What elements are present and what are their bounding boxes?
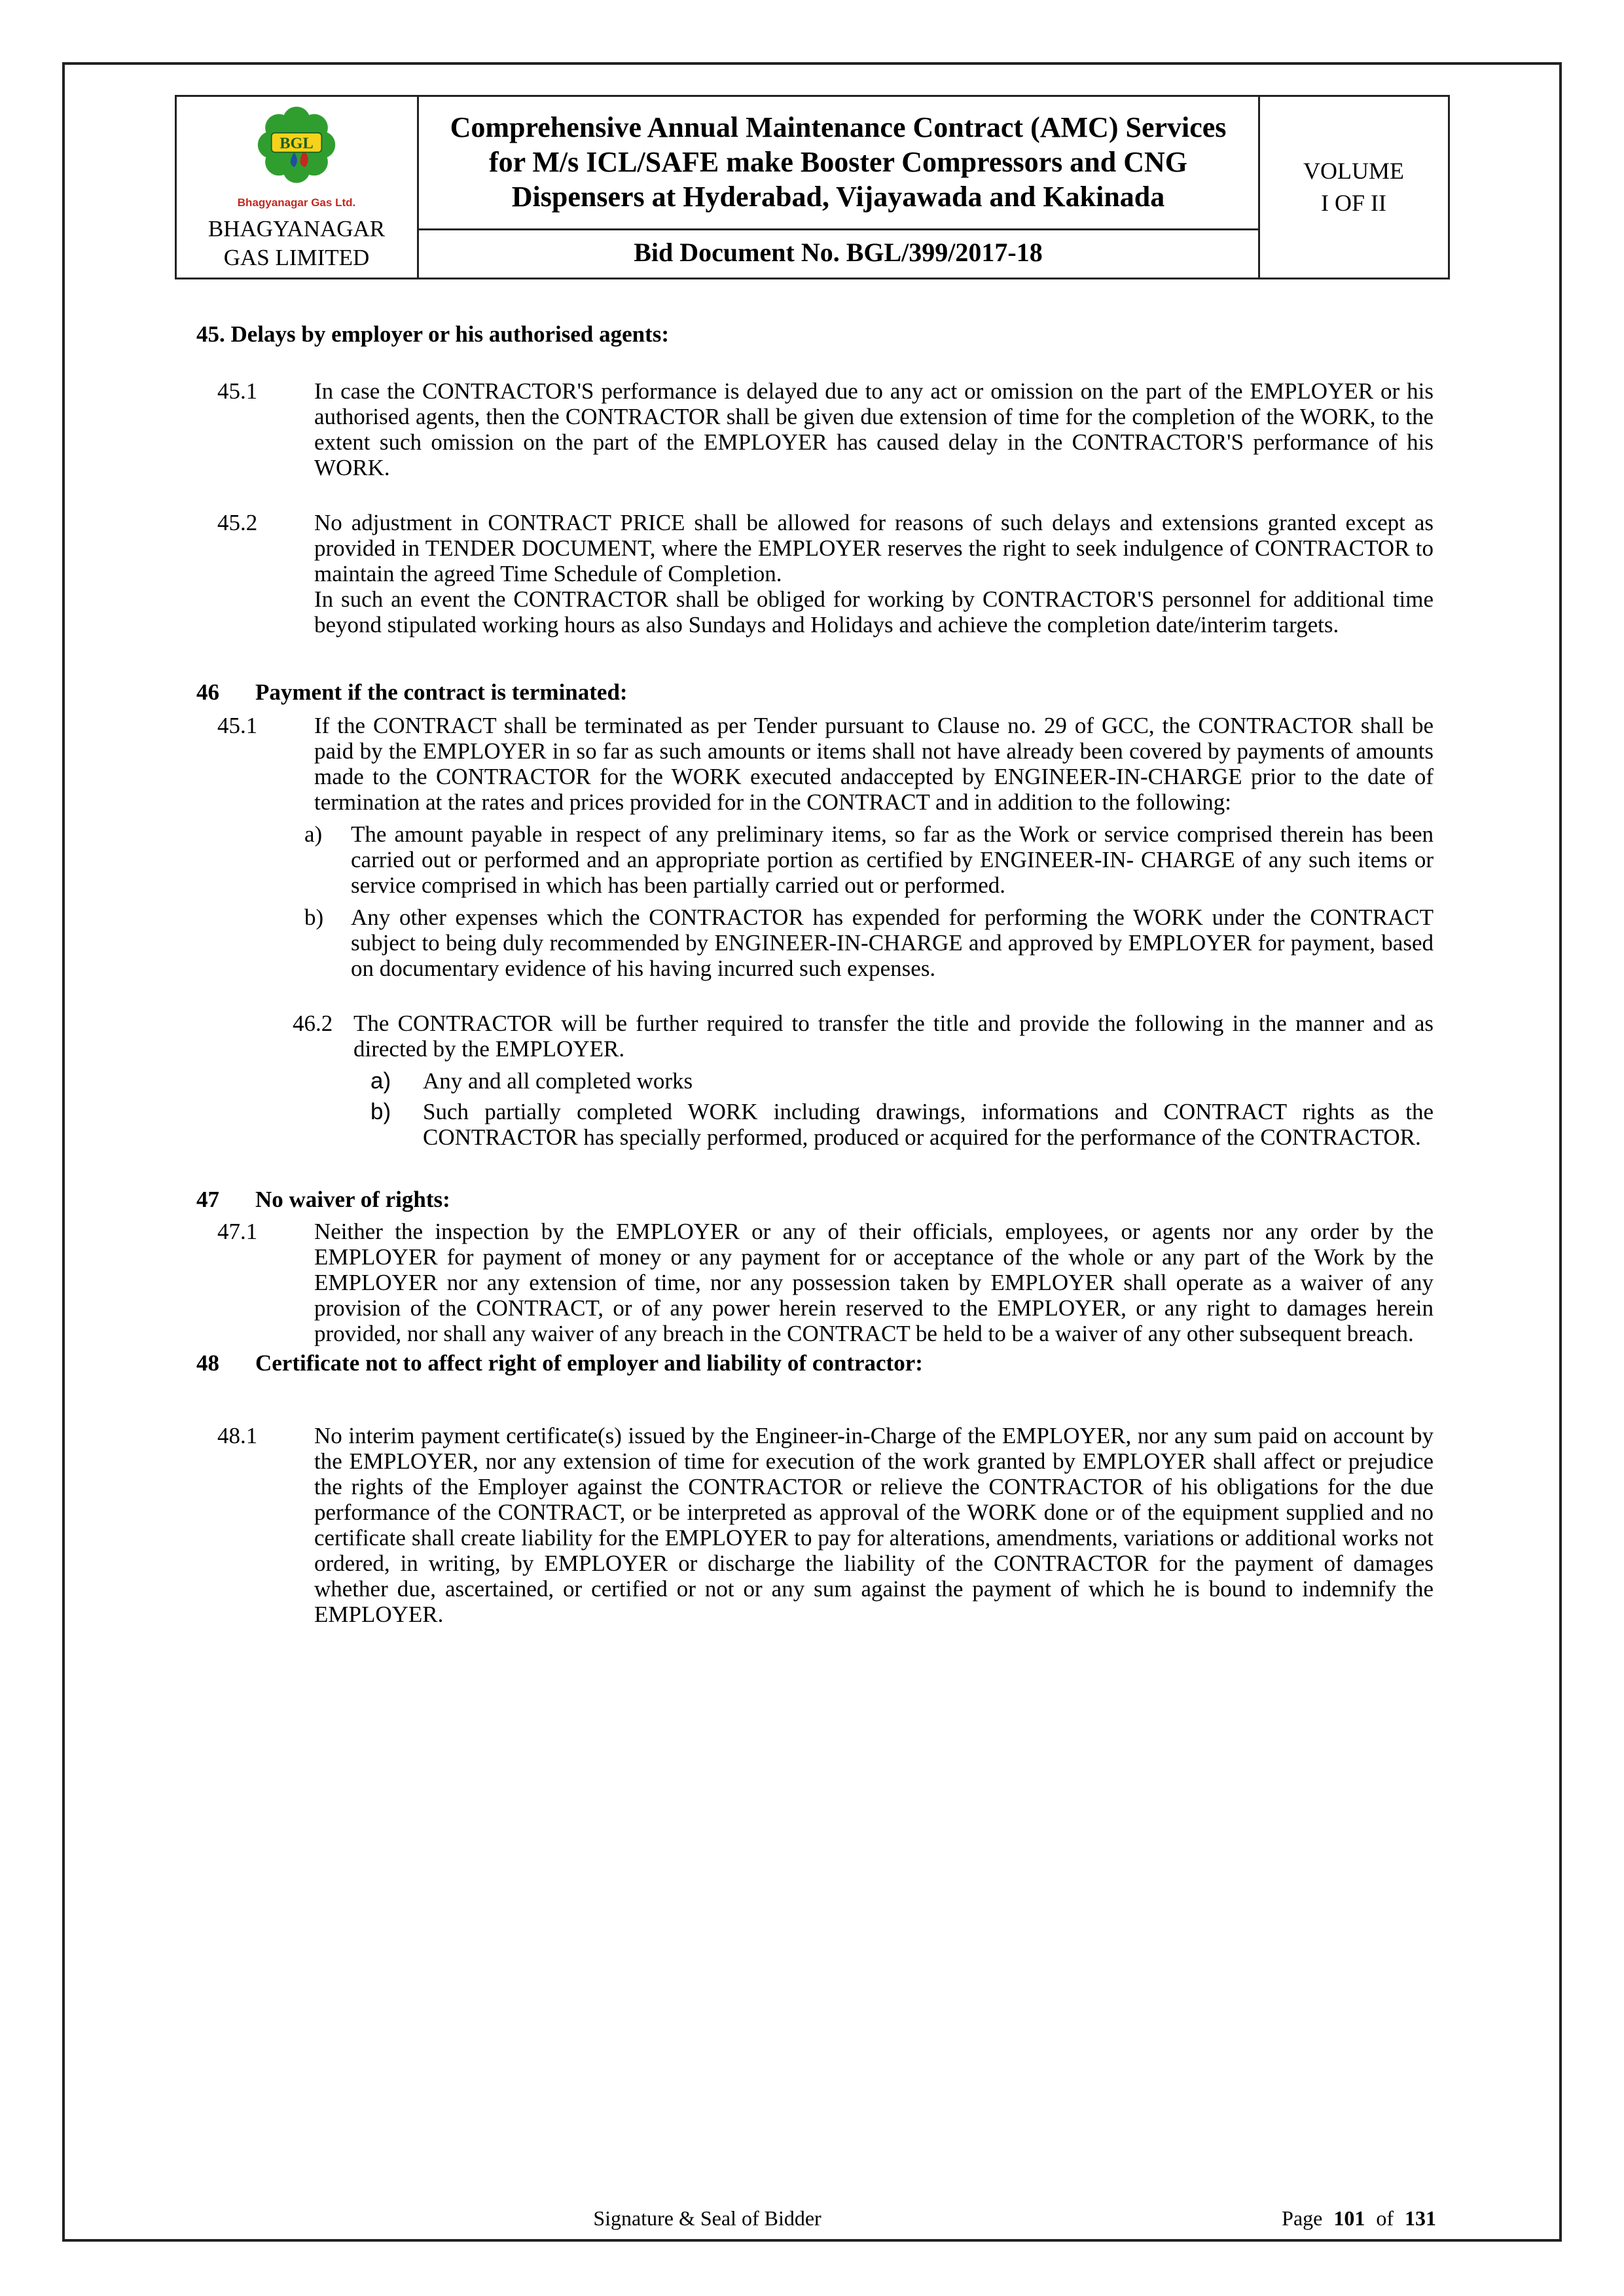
list-marker: b) <box>304 904 324 930</box>
page-of-word: of <box>1376 2206 1394 2230</box>
page-footer <box>65 2206 1559 2235</box>
section-title: No waiver of rights: <box>255 1186 450 1212</box>
page-word: Page <box>1282 2206 1323 2230</box>
company-name-line2: GAS LIMITED <box>223 244 370 270</box>
section-48-heading <box>196 1350 1434 1376</box>
list-marker: a) <box>304 821 323 847</box>
section-title: Certificate not to affect right of employer and liability of contractor: <box>255 1350 923 1376</box>
clause-number: 45.1 <box>217 378 258 404</box>
clause-number: 48.1 <box>217 1422 258 1448</box>
header-title-cell <box>418 96 1259 230</box>
clause-paragraph-1: No adjustment in CONTRACT PRICE shall be allowed for reasons of such delays and extensions granted except as provided in TENDER DOCUMENT, where the EMPLOYER reserves the right to seek indulgence of CONTRACTOR to maintain the agreed Time Schedule of Completion. <box>314 509 1434 586</box>
list-item-a <box>370 1068 1434 1094</box>
section-number: 48 <box>196 1350 219 1376</box>
list-item-a <box>304 821 1434 898</box>
clause-number: 45.1 <box>217 712 258 738</box>
clause-46-intro <box>196 713 1434 815</box>
document-page <box>62 62 1562 2242</box>
list-marker: a) <box>370 1067 391 1094</box>
clause-number: 47.1 <box>217 1218 258 1244</box>
document-title: Comprehensive Annual Maintenance Contract (AMC) Services for M/s ICL/SAFE make Booster Compressors and CNG Dispensers at Hyderabad, Vijayawada and Kakinada <box>450 111 1227 213</box>
page-number <box>1282 2206 1436 2231</box>
list-item-text: The amount payable in respect of any preliminary items, so far as the Work or service comprised therein has been carried out or performed and an appropriate portion as certified by ENGINEER-IN- CHARGE of any such items or service comprised in which has been partially carried out or performed. <box>351 821 1434 898</box>
bid-document-number-cell <box>418 230 1259 278</box>
section-45-heading: 45. Delays by employer or his authorised agents: <box>196 321 670 347</box>
clause-46-2 <box>293 1011 1434 1062</box>
bid-document-number: Bid Document No. BGL/399/2017-18 <box>634 238 1043 268</box>
section-number: 46 <box>196 679 219 705</box>
clause-47-1 <box>196 1219 1434 1346</box>
logo-acronym: BGL <box>280 134 314 152</box>
volume-line2: I OF II <box>1321 189 1386 216</box>
logo-caption: Bhagyanagar Gas Ltd. <box>237 196 356 209</box>
clause-text: Neither the inspection by the EMPLOYER or any of their officials, employees, or agents nor any order by the EMPLOYER for payment of money or any payment for or acceptance of the whole or any part of the Work by the EMPLOYER nor any extension of time, nor any possession taken by EMPLOYER shall operate as a waiver of any provision of the CONTRACT, or of any power herein reserved to the EMPLOYER, or any right to damages herein provided, nor shall any waiver of any breach in the CONTRACT be held to be a waiver of any other subsequent breach. <box>314 1218 1434 1346</box>
section-46-heading <box>196 679 1434 705</box>
clause-number: 45.2 <box>217 509 258 535</box>
document-body <box>196 321 1434 1627</box>
header-table <box>175 95 1450 279</box>
company-name-line1: BHAGYANAGAR <box>208 216 386 242</box>
section-title: Payment if the contract is terminated: <box>255 679 628 705</box>
list-marker: b) <box>370 1098 391 1124</box>
clause-text: In case the CONTRACTOR'S performance is delayed due to any act or omission on the part of the EMPLOYER or his authorised agents, then the CONTRACTOR shall be given due extension of time for the completion of the WORK, to the extent such omission on the part of the EMPLOYER has caused delay in the CONTRACTOR'S performance of his WORK. <box>314 378 1434 480</box>
list-item-text: Such partially completed WORK including drawings, informations and CONTRACT rights as the CONTRACTOR has specially performed, produced or acquired for the performance of the CONTRACTOR. <box>423 1098 1434 1150</box>
section-number: 47 <box>196 1186 219 1212</box>
volume-line1: VOLUME <box>1303 158 1404 185</box>
signature-label: Signature & Seal of Bidder <box>593 2206 821 2230</box>
clause-text <box>314 510 1434 637</box>
list-item-text: Any and all completed works <box>423 1067 693 1094</box>
clause-48-1 <box>196 1423 1434 1627</box>
list-item-b <box>304 905 1434 981</box>
clause-text: The CONTRACTOR will be further required to transfer the title and provide the following in the manner and as directed by the EMPLOYER. <box>353 1010 1434 1062</box>
clause-text: No interim payment certificate(s) issued by the Engineer-in-Charge of the EMPLOYER, nor any sum paid on account by the EMPLOYER, nor any extension of time for execution of the work granted by EMPLOYER shall affect or prejudice the rights of the Employer against the CONTRACTOR or relieve the CONTRACTOR of his obligations for the due performance of the CONTRACT, or be interpreted as approval of the WORK done or of the equipment supplied and no certificate shall create liability for the EMPLOYER to pay for alterations, amendments, variations or additional works not ordered, in writing, by EMPLOYER or discharge the liability of the CONTRACTOR for the payment of damages whether due, ascertained, or certified or not or any sum against the payment of which he is bound to indemnify the EMPLOYER. <box>314 1422 1434 1627</box>
list-item-text: Any other expenses which the CONTRACTOR has expended for performing the WORK under the CONTRACT subject to being duly recommended by ENGINEER-IN-CHARGE and approved by EMPLOYER for payment, based on documentary evidence of his having incurred such expenses. <box>351 904 1434 981</box>
company-logo-icon <box>179 102 414 209</box>
clause-45-2 <box>196 510 1434 637</box>
clause-paragraph-2: In such an event the CONTRACTOR shall be obliged for working by CONTRACTOR'S personnel for additional time beyond stipulated working hours as also Sundays and Holidays and achieve the completion date/interim targets. <box>314 586 1434 637</box>
clause-text: If the CONTRACT shall be terminated as per Tender pursuant to Clause no. 29 of GCC, the CONTRACTOR shall be paid by the EMPLOYER in so far as such amounts or items shall not have already been covered by payments of amounts made to the CONTRACTOR for the WORK executed andaccepted by ENGINEER-IN-CHARGE prior to the date of termination at the rates and prices provided for in the CONTRACT and in addition to the following: <box>314 712 1434 815</box>
list-item-b <box>370 1099 1434 1150</box>
clause-number: 46.2 <box>293 1010 333 1036</box>
header-logo-cell <box>175 96 418 279</box>
page-current: 101 <box>1333 2206 1365 2230</box>
section-47-heading <box>196 1187 1434 1212</box>
volume-cell <box>1259 96 1449 279</box>
page-total: 131 <box>1405 2206 1436 2230</box>
clause-45-1 <box>196 378 1434 480</box>
company-name <box>179 215 414 272</box>
